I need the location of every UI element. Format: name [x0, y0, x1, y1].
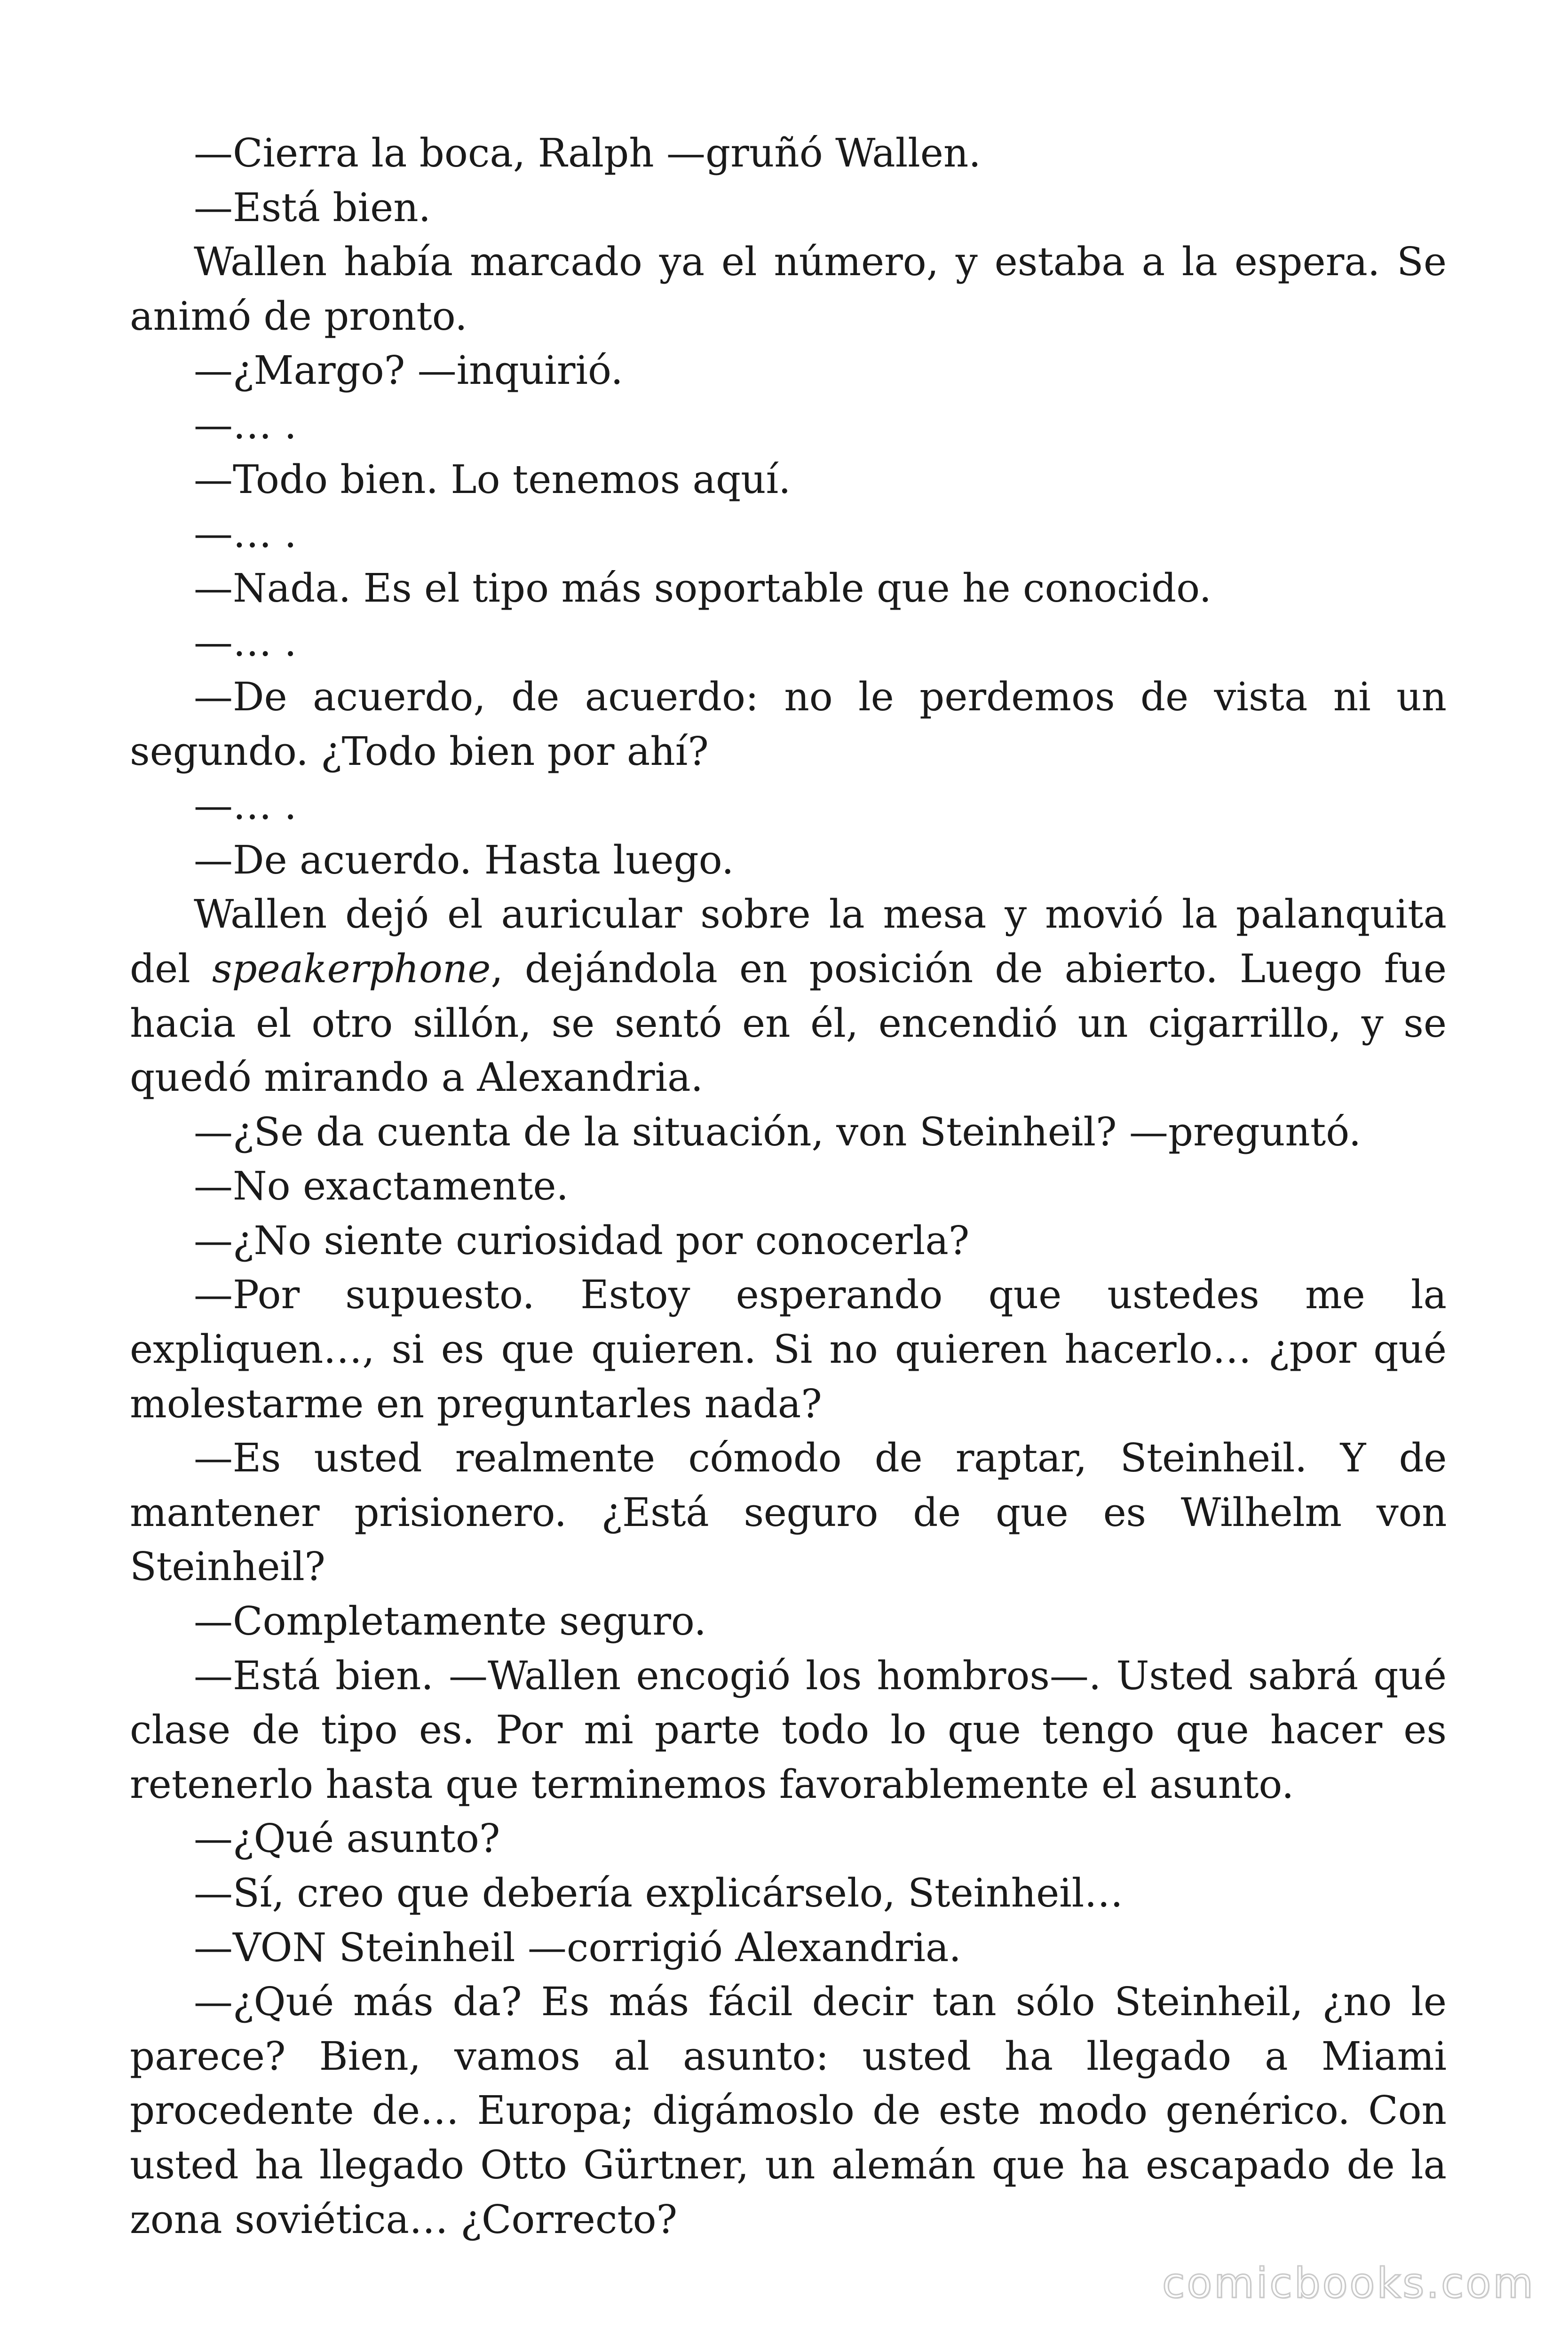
- paragraph: —¿No siente curiosidad por conocerla?: [194, 1217, 970, 1263]
- paragraph: —Es usted realmente cómodo de raptar, Steinheil. Y de mantener prisionero. ¿Está seguro de que es Wilhelm von Steinheil?: [130, 1435, 1447, 1590]
- paragraph: —¿Qué más da? Es más fácil decir tan sólo Steinheil, ¿no le parece? Bien, vamos al asunto: usted ha llegado a Miami procedente de… Europa; digámoslo de este modo genérico. Con usted ha llegado Otto Gürtner, un alemán que ha escapado de la zona soviética… ¿Correcto?: [130, 1979, 1447, 2242]
- paragraph: —¿Margo? —inquirió.: [194, 348, 623, 394]
- paragraph: —… .: [194, 511, 297, 557]
- paragraph: —Sí, creo que debería explicárselo, Steinheil…: [194, 1870, 1124, 1916]
- paragraph: —Cierra la boca, Ralph —gruñó Wallen.: [194, 130, 981, 176]
- paragraph: —Completamente seguro.: [194, 1598, 706, 1645]
- paragraph: —… .: [194, 402, 297, 448]
- paragraph: —… .: [194, 783, 297, 829]
- watermark: comicbooks.com: [1162, 2259, 1535, 2307]
- paragraph: —Está bien. —Wallen encogió los hombros—. Usted sabrá qué clase de tipo es. Por mi parte todo lo que tengo que hacer es retenerlo hasta que terminemos favorablemente el asunto.: [130, 1653, 1447, 1807]
- paragraph: —Por supuesto. Estoy esperando que ustedes me la expliquen…, si es que quieren. Si no quieren hacerlo… ¿por qué molestarme en preguntarles nada?: [130, 1272, 1447, 1427]
- paragraph: Wallen había marcado ya el número, y estaba a la espera. Se animó de pronto.: [130, 239, 1447, 339]
- paragraph: —No exactamente.: [194, 1163, 569, 1209]
- italic-term: speakerphone: [212, 946, 491, 992]
- paragraph: —Todo bien. Lo tenemos aquí.: [194, 456, 791, 502]
- paragraph-speakerphone: [130, 887, 1447, 1104]
- paragraph-text-after: , dejándola en posición de abierto. Luego fue hacia el otro sillón, se sentó en él, encendió un cigarrillo, y se quedó mirando a Alexandria.: [130, 946, 1447, 1101]
- paragraph: —Nada. Es el tipo más soportable que he conocido.: [194, 565, 1212, 611]
- paragraph: —… .: [194, 620, 297, 666]
- paragraph: —Está bien.: [194, 184, 431, 230]
- paragraph: —VON Steinheil —corrigió Alexandria.: [194, 1924, 961, 1971]
- book-page-text: [130, 126, 1447, 2247]
- paragraph: —De acuerdo, de acuerdo: no le perdemos de vista ni un segundo. ¿Todo bien por ahí?: [130, 674, 1447, 774]
- paragraph: —¿Qué asunto?: [194, 1816, 500, 1862]
- paragraph: —De acuerdo. Hasta luego.: [194, 837, 734, 883]
- paragraph-text-before: Wallen dejó el auricular sobre la mesa y movió la palanquita del: [130, 891, 1447, 992]
- paragraph: —¿Se da cuenta de la situación, von Steinheil? —preguntó.: [194, 1109, 1362, 1155]
